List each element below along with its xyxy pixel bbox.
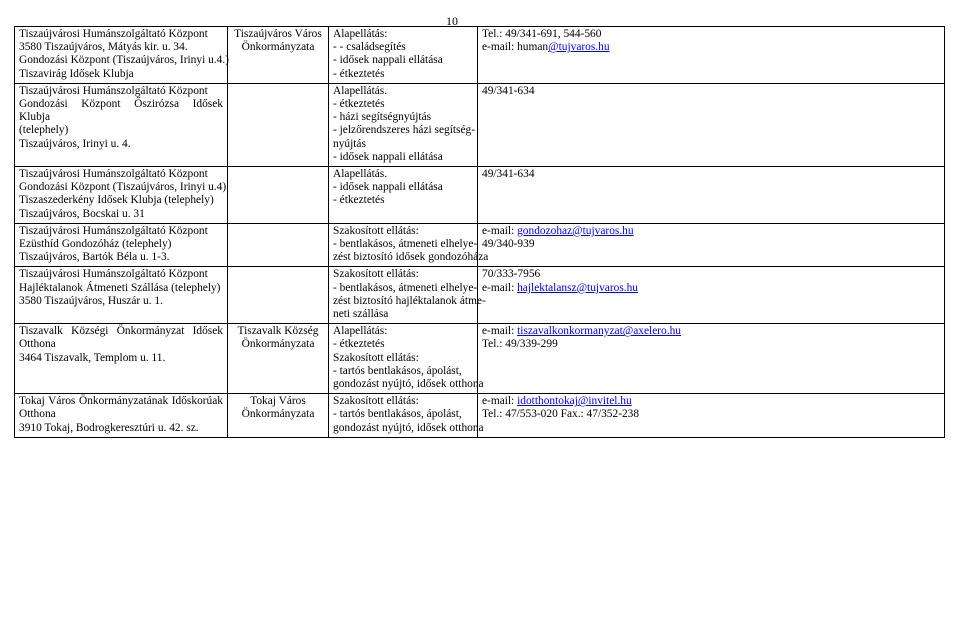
institution-line: Tiszaújvárosi Humánszolgáltató Központ: [19, 168, 208, 181]
email-link[interactable]: gondozohaz@tujvaros.hu: [517, 224, 634, 237]
table-row: [15, 324, 945, 394]
institution-line: Tiszaújváros, Bartók Béla u. 1-3.: [19, 251, 170, 264]
contact-cell: [478, 83, 945, 166]
institution-line: Tokaj Város Önkormányzatának Időskorúak: [19, 395, 223, 408]
services-cell: [329, 324, 484, 394]
page-number: 10: [446, 14, 458, 28]
contact-cell: [478, 394, 945, 438]
service-line: - jelzőrendszeres házi segítség-: [333, 124, 475, 137]
service-line: Alapellátás:: [333, 28, 388, 40]
institution-line: Otthona: [19, 338, 56, 351]
maintainer-cell: [228, 167, 329, 224]
service-line: - idősek nappali ellátása: [333, 150, 443, 163]
institution-cell: [15, 267, 228, 324]
maintainer-line: Önkormányzata: [241, 41, 315, 54]
institution-table: [14, 26, 945, 438]
contact-cell: [478, 223, 945, 267]
institution-line: Tiszaújvárosi Humánszolgáltató Központ: [19, 224, 208, 237]
service-line: - tartós bentlakásos, ápolást,: [333, 408, 462, 421]
email-label: e-mail: human: [482, 41, 549, 54]
services-cell: [329, 267, 486, 324]
service-line: Alapellátás.: [333, 84, 388, 97]
contact-cell: [478, 27, 945, 84]
table-row: [15, 167, 945, 224]
institution-line: Tiszaszederkény Idősek Klubja (telephely): [19, 194, 214, 207]
email-link[interactable]: @tujvaros.hu: [548, 41, 610, 54]
institution-cell: [15, 83, 228, 166]
service-line: - tartós bentlakásos, ápolást,: [333, 364, 462, 377]
service-line: - bentlakásos, átmeneti elhelye-: [333, 238, 478, 251]
maintainer-line: Önkormányzata: [241, 408, 315, 421]
institution-line: Hajléktalanok Átmeneti Szállása (telephely): [19, 281, 221, 294]
service-line: nyújtás: [333, 137, 366, 150]
phone-text: Tel.: 49/339-299: [482, 338, 558, 351]
service-line: neti szállása: [333, 308, 389, 321]
institution-line: 3910 Tokaj, Bodrogkeresztúri u. 42. sz.: [19, 421, 199, 434]
institution-line: 3580 Tiszaújváros, Mátyás kir. u. 34.: [19, 41, 188, 54]
institution-cell: [15, 167, 228, 224]
maintainer-line: Tiszaújváros Város: [234, 28, 322, 40]
service-line: - étkeztetés: [333, 67, 385, 80]
phone-text: Tel.: 49/341-691, 544-560: [482, 28, 602, 40]
service-line: - idősek nappali ellátása: [333, 181, 443, 194]
email-label: e-mail:: [482, 281, 518, 294]
email-label: e-mail:: [482, 325, 518, 338]
service-line: gondozást nyújtó, idősek otthona: [333, 378, 484, 391]
maintainer-line: Önkormányzata: [241, 338, 315, 351]
email-link[interactable]: idotthontokaj@invitel.hu: [517, 395, 632, 408]
service-line: Szakosított ellátás:: [333, 268, 419, 281]
email-link[interactable]: tiszavalkonkormanyzat@axelero.hu: [517, 325, 681, 338]
services-cell: [329, 223, 489, 267]
service-line: Szakosított ellátás:: [333, 224, 419, 237]
maintainer-cell: [228, 83, 329, 166]
institution-line: Tiszaújváros, Bocskai u. 31: [19, 207, 145, 220]
service-line: Alapellátás:: [333, 325, 388, 338]
institution-line: Ezüsthíd Gondozóház (telephely): [19, 238, 172, 251]
institution-line: Tiszavirág Idősek Klubja: [19, 67, 134, 80]
institution-line: Tiszavalk Községi Önkormányzat Idősek: [19, 325, 223, 338]
maintainer-line: Tiszavalk Község: [237, 325, 319, 338]
maintainer-line: Tokaj Város: [250, 395, 306, 408]
service-line: Szakosított ellátás:: [333, 351, 419, 364]
phone-text: 49/340-939: [482, 238, 535, 251]
service-line: - étkeztetés: [333, 194, 385, 207]
table-row: [15, 83, 945, 166]
service-line: - étkeztetés: [333, 98, 385, 111]
institution-line: Tiszaújváros, Irinyi u. 4.: [19, 137, 131, 150]
phone-text: 49/341-634: [482, 168, 535, 181]
institution-line: Gondozási Központ (Tiszaújváros, Irinyi u.4.): [19, 54, 229, 67]
contact-cell: [478, 167, 945, 224]
institution-cell: [15, 324, 228, 394]
service-line: - étkeztetés: [333, 338, 385, 351]
services-cell: [329, 394, 484, 438]
table-row: [15, 394, 945, 438]
services-cell: [329, 83, 478, 166]
service-line: - házi segítségnyújtás: [333, 111, 432, 124]
service-line: - idősek nappali ellátása: [333, 54, 443, 67]
maintainer-cell: [228, 223, 329, 267]
service-line: - - családsegítés: [333, 41, 406, 54]
contact-cell: [478, 324, 945, 394]
table-row: [15, 267, 945, 324]
maintainer-cell: [228, 324, 329, 394]
institution-cell: [15, 223, 228, 267]
institution-line: 3464 Tiszavalk, Templom u. 11.: [19, 351, 166, 364]
institution-cell: [15, 27, 228, 84]
institution-line: Tiszaújvárosi Humánszolgáltató Központ: [19, 84, 208, 97]
institution-line: Tiszaújvárosi Humánszolgáltató Központ: [19, 268, 208, 281]
email-link[interactable]: hajlektalansz@tujvaros.hu: [517, 281, 638, 294]
institution-line: (telephely): [19, 124, 69, 137]
service-line: Alapellátás.: [333, 168, 388, 181]
service-line: Szakosított ellátás:: [333, 395, 419, 408]
phone-text: Tel.: 47/553-020 Fax.: 47/352-238: [482, 408, 640, 421]
services-cell: [329, 167, 478, 224]
institution-line: Tiszaújvárosi Humánszolgáltató Központ: [19, 28, 208, 40]
service-line: - bentlakásos, átmeneti elhelye-: [333, 281, 478, 294]
institution-line: Otthona: [19, 408, 56, 421]
service-line: zést biztosító idősek gondozóháza: [333, 251, 489, 264]
phone-text: 49/341-634: [482, 84, 535, 97]
email-label: e-mail:: [482, 395, 518, 408]
table-row: [15, 27, 945, 84]
institution-cell: [15, 394, 228, 438]
maintainer-cell: [228, 394, 329, 438]
table-row: [15, 223, 945, 267]
contact-cell: [478, 267, 945, 324]
institution-line: Gondozási Központ (Tiszaújváros, Irinyi u.4): [19, 181, 227, 194]
service-line: zést biztosító hajléktalanok átme-: [333, 294, 486, 307]
institution-line: Gondozási Központ Őszirózsa Idősek Klubja: [19, 98, 223, 124]
services-cell: [329, 27, 478, 84]
institution-line: 3580 Tiszaújváros, Huszár u. 1.: [19, 294, 163, 307]
email-label: e-mail:: [482, 224, 518, 237]
maintainer-cell: [228, 27, 329, 84]
service-line: gondozást nyújtó, idősek otthona: [333, 421, 484, 434]
maintainer-cell: [228, 267, 329, 324]
phone-text: 70/333-7956: [482, 268, 541, 281]
